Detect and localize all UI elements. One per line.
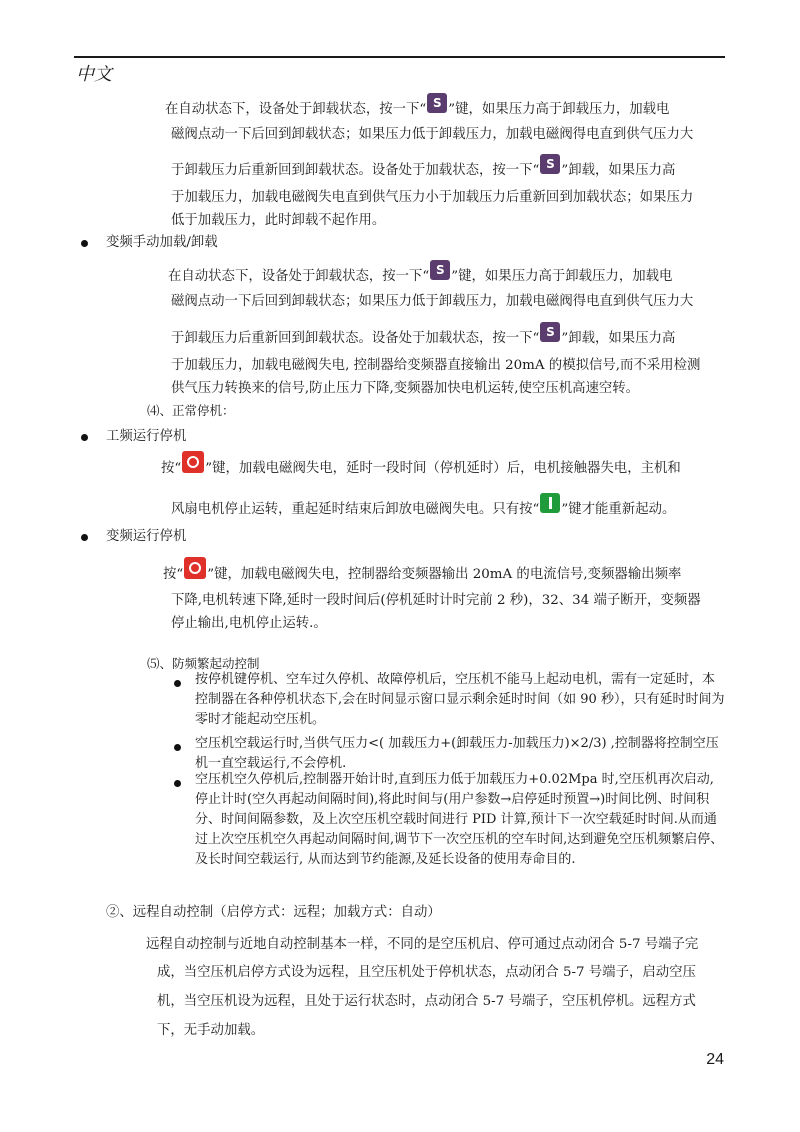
- para2-line4: 于加载压力，加载电磁阀失电, 控制器给变频器直接输出 20mA 的模拟信号,而不采用检测: [171, 358, 701, 373]
- header-rule: [74, 56, 725, 58]
- stop-key-icon: [184, 557, 206, 579]
- sub-bullet-stop-delay: 按停机键停机、空车过久停机、故障停机后，空压机不能马上起动电机，需有一定延时，本控制器在各种停机状态下,会在时间显示窗口显示剩余延时时间（如 90 秒），只有延时时间为零时才能起动空压机。: [195, 672, 725, 727]
- para2-line2: 磁阀点动一下后回到卸载状态；如果压力低于卸载压力，加载电磁阀得电直到供气压力大: [171, 294, 694, 309]
- para3-line2: 风扇电机停止运转，重起延时结束后卸放电磁阀失电。只有按“ ”键才能重新起动。: [171, 497, 675, 522]
- para5-line3: 机，当空压机设为远程，且处于运行状态时，点动闭合 5-7 号端子，空压机停机。远程方式: [157, 994, 696, 1009]
- language-label: 中文: [76, 64, 112, 85]
- bullet-icon: [174, 744, 181, 751]
- s-key-icon: S: [540, 322, 560, 342]
- para2-line3: 于卸载压力后重新回到卸载状态。设备处于加载状态，按一下“ S ”卸载，如果压力高: [171, 326, 675, 351]
- para4-line2: 下降,电机转速下降,延时一段时间后(停机延时计时完前 2 秒)，32、34 端子断开，变频器: [171, 593, 701, 608]
- bullet-line-stop: 工频运行停机: [106, 429, 187, 444]
- start-key-icon: [540, 493, 560, 513]
- para1-line2: 磁阀点动一下后回到卸载状态；如果压力低于卸载压力，加载电磁阀得电直到供气压力大: [171, 127, 694, 142]
- section-remote-auto: ②、远程自动控制（启停方式：远程；加载方式：自动）: [106, 905, 441, 920]
- section-anti-frequent-start: ⑸、防频繁起动控制: [147, 656, 260, 671]
- bullet-icon: [81, 434, 88, 441]
- para4-line1: 按“ ”键，加载电磁阀失电，控制器给变频器输出 20mA 的电流信号,变频器输出频率: [163, 562, 681, 587]
- para1-line4: 于加载压力，加载电磁阀失电直到供气压力小于加载压力后重新回到加载状态；如果压力: [171, 190, 694, 205]
- bullet-icon: [174, 680, 181, 687]
- bullet-icon: [81, 240, 88, 247]
- s-key-icon: S: [427, 93, 447, 113]
- section-normal-stop: ⑷、正常停机：: [147, 403, 235, 418]
- para4-line3: 停止输出,电机停止运转.。: [171, 616, 327, 631]
- sub-bullet-pid-delay: 空压机空久停机后,控制器开始计时,直到压力低于加载压力+0.02Mpa 时,空压机再次启动,停止计时(空久再起动间隔时间),将此时间与(用户参数→启停延时预置→)时间比例、时间积分、时间间隔参数，及上次空压机空载时间进行 PID 计算,预计下一次空载延时时间.从而通过上次空压机空久再起动间隔时间,调节下一次空压机的空车时间,达到避免空压机频繁启停、及长时间空载运行, 从而达到节约能源,及延长设备的使用寿命目的.: [195, 772, 724, 867]
- bullet-vf-manual: 变频手动加载/卸载: [106, 235, 218, 250]
- bullet-vf-stop: 变频运行停机: [106, 529, 187, 544]
- bullet-icon: [81, 534, 88, 541]
- para2-line1: 在自动状态下，设备处于卸载状态，按一下“ S ”键，如果压力高于卸载压力，加载电: [168, 264, 672, 289]
- bullet-icon: [174, 780, 181, 787]
- para1-line1: 在自动状态下，设备处于卸载状态，按一下“ S ”键，如果压力高于卸载压力，加载电: [165, 97, 669, 122]
- para5-line1: 远程自动控制与近地自动控制基本一样，不同的是空压机启、停可通过点动闭合 5-7 号端子完: [146, 937, 699, 952]
- para5-line2: 成，当空压机启停方式设为远程，且空压机处于停机状态，点动闭合 5-7 号端子，启动空压: [157, 965, 696, 980]
- stop-key-icon: [182, 451, 204, 473]
- sub-bullet-idle-run: 空压机空载运行时,当供气压力<( 加载压力+(卸载压力-加载压力)×2/3) ,控制器将控制空压机一直空载运行,不会停机.: [195, 736, 719, 771]
- para1-line5: 低于加载压力，此时卸载不起作用。: [171, 213, 386, 228]
- para2-line5: 供气压力转换来的信号,防止压力下降,变频器加快电机运转,使空压机高速空转。: [171, 381, 640, 396]
- s-key-icon: S: [430, 260, 450, 280]
- s-key-icon: S: [540, 154, 560, 174]
- para3-line1: 按“ ”键，加载电磁阀失电，延时一段时间（停机延时）后，电机接触器失电，主机和: [161, 456, 681, 481]
- para1-line3: 于卸载压力后重新回到卸载状态。设备处于加载状态，按一下“ S ”卸载，如果压力高: [171, 158, 675, 183]
- para5-line4: 下，无手动加载。: [157, 1023, 265, 1038]
- page-number: 24: [706, 1051, 724, 1068]
